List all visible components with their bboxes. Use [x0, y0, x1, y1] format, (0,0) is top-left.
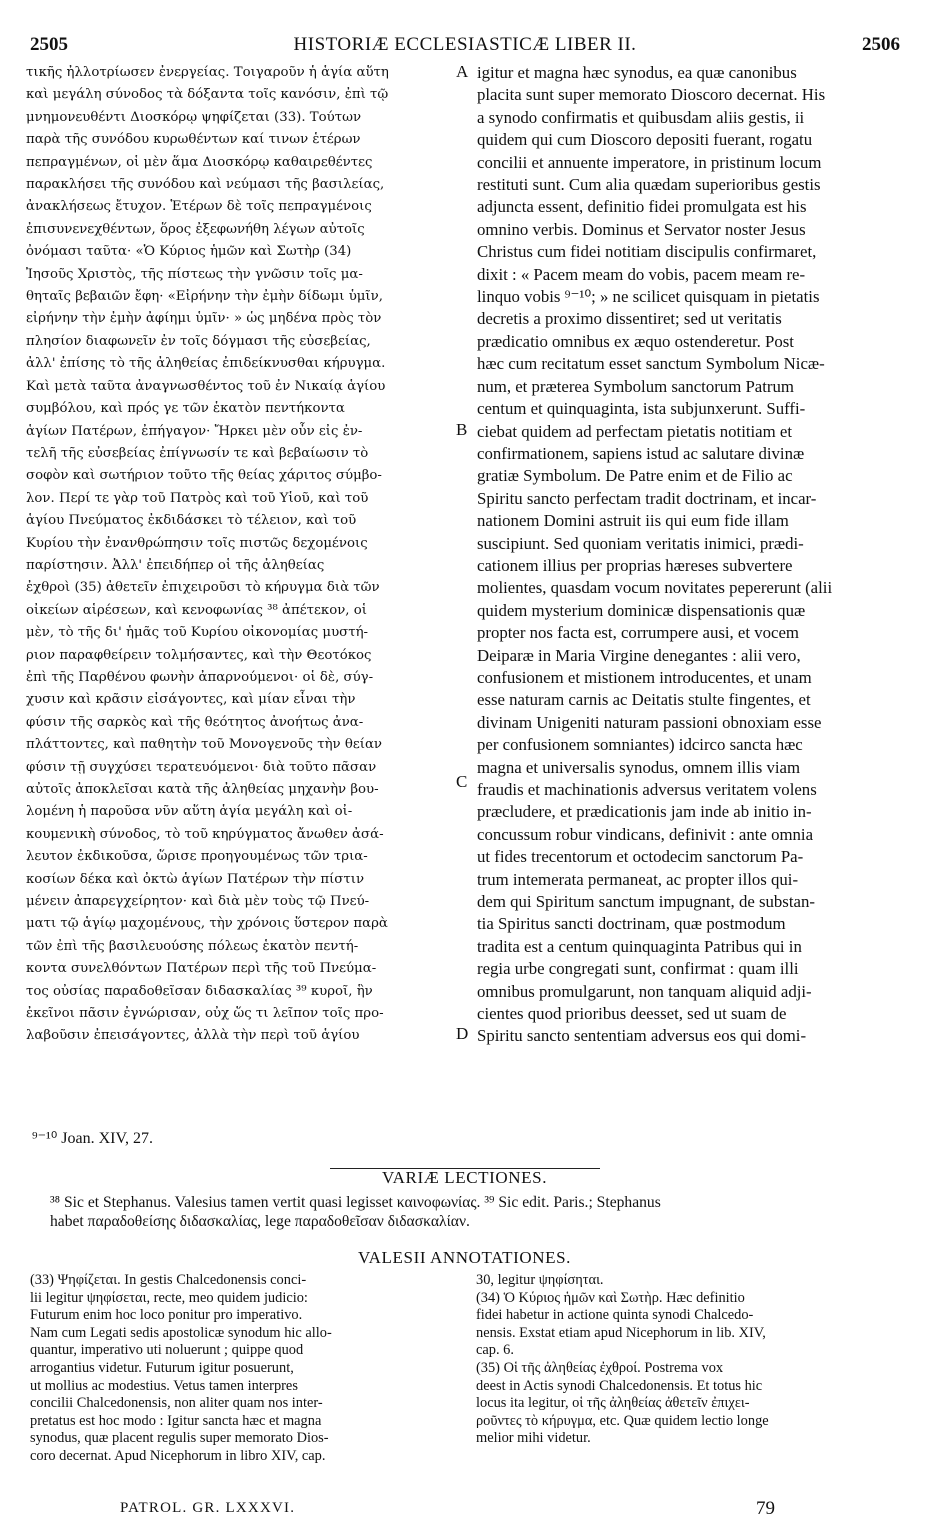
variae-lectiones-text	[50, 1193, 910, 1231]
page-number-right: 2506	[862, 34, 900, 55]
greek-text-line: πεπραγμένων, οἱ μὲν ἅμα Διοσκόρῳ καθαιρεθέντες	[26, 154, 373, 170]
latin-text-line: cientes quod prioribus deesset, sed ut suam de	[477, 1004, 787, 1024]
greek-text-line: ριον παραφθείρειν τολμήσαντες, καὶ τὴν Θεοτόκος	[26, 647, 372, 663]
greek-text-line: λευτον ἐκδικοῦσα, ὥρισε προηγουμένως τῶν τρια-	[26, 849, 368, 865]
greek-text-line: κοντα συνελθόντων Πατέρων περὶ τῆς τοῦ Πνεύμα-	[26, 961, 377, 977]
sheet-number: 79	[756, 1498, 775, 1519]
latin-text-line: placita sunt super memorato Dioscoro decernat. His	[477, 85, 826, 105]
latin-text-line: hæc cum recitatum esset sanctum Symbolum Nicæ-	[477, 354, 825, 374]
greek-text-line: χυσιν καὶ κρᾶσιν εἰσάγοντες, καὶ μίαν εἶναι τὴν	[26, 692, 356, 708]
latin-text-line: restituti sunt. Cum alia quædam superioribus gestis	[477, 175, 821, 195]
greek-text-line: τῶν ἐπὶ τῆς βασιλευούσης πόλεως ἑκατὸν πεντή-	[26, 938, 359, 954]
margin-letter-a: A	[456, 62, 469, 81]
latin-text-line: propter nos facta est, corrumpere ausi, et vocem	[477, 623, 799, 643]
greek-text-line: πλησίον διαφωνεῖν ἐν τοῖς δόγμασι τῆς εὐσεβείας,	[26, 333, 371, 349]
greek-text-line: ἀνακλήσεως ἔτυχον. Ἑτέρων δὲ τοῖς πεπραγμένοις	[26, 199, 372, 215]
latin-text-line: a synodo confirmatis et quibusdam aliis gestis, ii	[477, 107, 805, 127]
greek-text-line: αὐτοῖς ἀποκλεῖσαι κατὰ τῆς ἀληθείας μηχανὴν βου-	[26, 782, 379, 797]
annotation-line: (34) Ὁ Κύριος ἡμῶν καὶ Σωτὴρ. Hæc definitio	[476, 1289, 745, 1306]
latin-text-line: omnino verbis. Dominus et Servator noster Jesus	[477, 219, 806, 239]
margin-letter-d: D	[456, 1024, 469, 1043]
annotation-line: deest in Actis synodi Chalcedonensis. Et totus hic	[476, 1377, 763, 1394]
latin-text-line: concussum robur vindicans, definivit : ante omnia	[477, 824, 814, 844]
greek-text-line: φύσιν τῇ συγχύσει τερατευόμενοι· διὰ τοῦτο πᾶσαν	[26, 759, 377, 775]
latin-text-line: ut fides trecentorum et octodecim sanctorum Pa-	[477, 847, 804, 867]
annotation-line: lii legitur ψηφίσεται, recte, meo quidem judicio:	[30, 1289, 308, 1306]
greek-text-line: ἐπισυνενεχθέντων, ὅρος ἐξεφωνήθη λέγων αὐτοῖς	[26, 221, 365, 237]
latin-text-line: Spiritu sancto perfectam tradit doctrinam, et incar-	[477, 488, 817, 508]
variant-line: habet παραδοθείσης διδασκαλίας, lege παραδοθεῖσαν διδασκαλίαν.	[50, 1213, 470, 1230]
greek-text-line: τελῆ τῆς εὐσεβείας ἐπίγνωσίν τε καὶ βεβαίωσιν τὸ	[26, 445, 369, 461]
latin-text-line: cationem illius per proprias hæreses subvertere	[477, 555, 793, 575]
page-number-left: 2505	[30, 34, 68, 55]
margin-letter-b: B	[456, 420, 468, 439]
greek-text-line: λον. Περί τε γὰρ τοῦ Πατρὸς καὶ τοῦ Υἱοῦ, καὶ τοῦ	[26, 490, 369, 506]
annotation-line: arrogantius videtur. Futurum igitur posuerunt,	[30, 1359, 294, 1376]
annotation-line: ut mollius ac modestius. Vetus tamen interpres	[30, 1377, 298, 1394]
latin-text-line: quidem mysterium dominicæ dispensationis quæ	[477, 600, 806, 620]
latin-text-line: num, et præterea Symbolum sanctorum Patrum	[477, 376, 794, 396]
greek-text-line: τικῆς ἠλλοτρίωσεν ἐνεργείας. Τοιγαροῦν ἡ ἁγία αὕτη	[26, 65, 389, 80]
latin-text-line: decretis a proximo dissentiret; sed ut veritatis	[477, 309, 782, 329]
latin-text-line: quidem qui cum Dioscoro depositi fuerant, rogatu	[477, 130, 813, 150]
annotation-line: locus ita legitur, οἱ τῆς ἀληθείας ἀθετεῖν ἐπιχει-	[476, 1395, 750, 1412]
greek-text-line: μένειν ἀπαρεγχείρητον· καὶ διὰ μὲν τοὺς τῷ Πνεύ-	[26, 894, 370, 910]
greek-text-line: παρίστησιν. Ἀλλ' ἐπειδήπερ οἱ τῆς ἀληθείας	[26, 557, 325, 573]
greek-text-line: μὲν, τὸ τῆς δι' ἡμᾶς τοῦ Κυρίου οἰκονομίας μυστή-	[26, 625, 369, 641]
greek-text-line: θηταῖς βεβαιῶν ἔφη· «Εἰρήνην τὴν ἐμὴν δίδωμι ὑμῖν,	[26, 289, 383, 305]
latin-text-line: suscipiunt. Sed quoniam veritatis inimici, prædi-	[477, 533, 804, 553]
latin-text-line: concilii et annuente imperatore, in pristinum locum	[477, 152, 822, 172]
greek-text-line: σοφὸν καὶ σωτήριον τοῦτο τῆς θείας χάριτος σύμβο-	[26, 468, 382, 484]
annotations-right-column	[476, 1272, 896, 1448]
latin-text-line: tradita est a centum quinquaginta Patribus qui in	[477, 936, 802, 956]
latin-text-line: adjuncta essent, definitio fidei promulgata est his	[477, 197, 807, 217]
greek-text-line: ἁγίου Πνεύματος ἐκδιδάσκει τὸ τέλειον, καὶ τοῦ	[26, 513, 357, 529]
running-header	[30, 34, 900, 60]
scripture-footnote: ⁹⁻¹⁰ Joan. XIV, 27.	[32, 1130, 153, 1147]
greek-text-line: μνημονευθέντι Διοσκόρῳ ψηφίζεται (33). Τούτων	[26, 109, 362, 125]
greek-text-line: ἁγίων Πατέρων, ἐπήγαγον· Ἤρκει μὲν οὖν εἰς ἐν-	[26, 423, 363, 439]
latin-text-line: igitur et magna hæc synodus, ea quæ canonibus	[477, 63, 797, 82]
greek-text-line: παρακλήσει τῆς συνόδου καὶ νεύμασι τῆς βασιλείας,	[26, 177, 385, 193]
greek-text-column	[26, 62, 468, 1048]
volume-signature: PATROL. GR. LXXXVI.	[120, 1500, 296, 1516]
greek-text-line: φύσιν τῆς σαρκὸς καὶ τῆς θεότητος ἀνοήτως ἀνα-	[26, 714, 364, 730]
annotationes-heading: VALESII ANNOTATIONES.	[357, 1248, 572, 1267]
latin-text-line: Spiritu sancto sententiam adversus eos qui domi-	[477, 1026, 807, 1046]
greek-text-line: Ἰησοῦς Χριστὸς, τῆς πίστεως τὴν γνῶσιν τοῖς μα-	[26, 266, 363, 282]
latin-text-line: gratiæ Symbolum. De Patre enim et de Filio ac	[477, 466, 793, 486]
latin-text-line: præcludere, et prædicationis jam inde ab initio in-	[477, 802, 812, 822]
annotation-line: 30, legitur ψηφίσηται.	[476, 1272, 604, 1288]
greek-text-line: εἰρήνην τὴν ἐμὴν ἀφίημι ὑμῖν· » ὡς μηδένα πρὸς τὸν	[26, 311, 382, 327]
greek-text-line: Καὶ μετὰ ταῦτα ἀναγνωσθέντος τοῦ ἐν Νικαίᾳ ἁγίου	[26, 378, 386, 394]
latin-text-line: prædicatio omnibus ex æquo ostenderetur. Post	[477, 331, 794, 351]
greek-text-line: λαβοῦσιν ἐπεισάγοντες, ἀλλὰ τὴν περὶ τοῦ ἁγίου	[26, 1028, 360, 1044]
variant-line: ³⁸ Sic et Stephanus. Valesius tamen vertit quasi legisset καινοφωνίας. ³⁹ Sic edit. Paris.; Stephanus	[50, 1194, 661, 1211]
greek-text-line: ἐκεῖνοι πᾶσιν ἐγνώρισαν, οὐχ ὥς τι λεῖπον τοῖς προ-	[26, 1006, 384, 1022]
greek-text-line: ἀλλ' ἐπίσης τὸ τῆς ἀληθείας ἐπιδείκνυσθαι κήρυγμα.	[26, 356, 386, 372]
annotation-line: (35) Οἱ τῆς ἀληθείας ἐχθροί. Postrema vox	[476, 1359, 724, 1376]
latin-text-line: confirmationem, sapiens istud ac salutare divinæ	[477, 443, 805, 463]
variae-lectiones-heading: VARIÆ LECTIONES.	[381, 1168, 548, 1187]
latin-text-line: linquo vobis ⁹⁻¹⁰; » ne scilicet quisquam in pietatis	[477, 287, 820, 307]
annotation-line: (33) Ψηφίζεται. In gestis Chalcedonensis conci-	[30, 1272, 307, 1288]
greek-text-line: ματι τῷ ἁγίῳ μαχομένους, τὴν χρόνοις ὕστερον παρὰ	[26, 916, 388, 932]
annotation-line: concilii Chalcedonensis, non aliter quam nos inter-	[30, 1395, 323, 1412]
greek-text-line: πλάττοντες, καὶ παθητὴν τοῦ Μονογενοῦς τὴν θείαν	[26, 737, 383, 753]
latin-text-line: trum intemerata permaneat, ac propter illos qui-	[477, 869, 799, 889]
greek-text-line: Κυρίου τὴν ἐνανθρώπησιν τοῖς πιστῶς δεχομένοις	[26, 535, 368, 551]
latin-text-line: molientes, quasdam vocum novitates pepererunt (alii	[477, 578, 833, 598]
annotation-line: cap. 6.	[476, 1342, 514, 1359]
annotation-line: pretatus est hoc modo : Igitur sancta hæc et magna	[30, 1412, 322, 1429]
annotation-line: melior mihi videtur.	[476, 1430, 591, 1447]
annotation-line: nensis. Exstat etiam apud Nicephorum in lib. XIV,	[476, 1324, 766, 1341]
latin-text-line: omnibus promulgarunt, non tanquam aliquid adji-	[477, 981, 812, 1001]
latin-text-line: esse naturam carnis ac Deitatis stulte fingentes, et	[477, 690, 811, 710]
annotation-line: Futurum enim hoc loco ponitur pro imperativo.	[30, 1307, 303, 1324]
latin-text-line: ciebat quidem ad perfectam pietatis notitiam et	[477, 421, 792, 441]
greek-text-line: καὶ μεγάλη σύνοδος τὰ δόξαντα τοῖς κανόσιν, ἐπὶ τῷ	[26, 87, 389, 103]
latin-text-column	[477, 62, 895, 1048]
greek-text-line: παρὰ τῆς συνόδου κυρωθέντων καί τινων ἑτέρων	[26, 132, 361, 148]
latin-text-line: Deiparæ in Maria Virgine denegantes : alii vero,	[477, 645, 801, 665]
greek-text-line: κουμενικὴ σύνοδος, τὸ τοῦ κηρύγματος ἄνωθεν ἀσά-	[26, 826, 384, 842]
latin-text-line: divinam Unigeniti naturam passioni obnoxiam esse	[477, 712, 822, 732]
latin-text-line: dem qui Spiritum sanctum impugnant, de substan-	[477, 892, 815, 912]
latin-text-line: magna et universalis synodus, omnem illis viam	[477, 757, 800, 777]
running-title: HISTORIÆ ECCLESIASTICÆ LIBER II.	[293, 34, 637, 55]
annotation-line: synodus, quæ placent regulis super memorato Dios-	[30, 1430, 329, 1447]
greek-text-line: ὀνόμασι ταῦτα· «Ὁ Κύριος ἡμῶν καὶ Σωτὴρ (34)	[26, 244, 352, 260]
margin-letter-c: C	[456, 772, 468, 791]
greek-text-line: κοσίων δέκα καὶ ὀκτὼ ἁγίων Πατέρων τὴν πίστιν	[26, 871, 365, 887]
greek-text-line: συμβόλου, καὶ πρός γε τῶν ἑκατὸν πεντήκοντα	[26, 401, 345, 417]
latin-text-line: regia urbe congregati sunt, confirmat : quam illi	[477, 959, 799, 979]
annotation-line: Nam cum Legati sedis apostolicæ synodum hic allo-	[30, 1324, 332, 1341]
latin-text-line: confusionem et mistionem introducentes, et unam	[477, 667, 812, 687]
greek-text-line: τος οὐσίας παραδοθεῖσαν διδασκαλίας ³⁹ κυροῖ, ἣν	[26, 983, 373, 999]
greek-text-line: ἐχθροὶ (35) ἀθετεῖν ἐπιχειροῦσι τὸ κήρυγμα διὰ τῶν	[26, 580, 380, 596]
annotations-left-column	[30, 1272, 460, 1466]
latin-text-line: Christus cum fidei notitiam discipulis confirmaret,	[477, 242, 817, 262]
latin-text-line: nationem Domini astruit iis qui eum fide illam	[477, 511, 789, 531]
latin-text-line: tia Spiritus sancti doctrinam, quæ postmodum	[477, 914, 786, 934]
greek-text-line: ἐπὶ τῆς Παρθένου φωνὴν ἀπαρνούμενοι· οἱ δὲ, σύγ-	[26, 669, 374, 685]
annotation-line: quantur, imperativo uti noluerunt ; quippe quod	[30, 1342, 304, 1359]
greek-text-line: λομένη ἡ παροῦσα νῦν αὕτη ἁγία μεγάλη καὶ οἰ-	[26, 804, 353, 820]
latin-text-line: dixit : « Pacem meam do vobis, pacem meam re-	[477, 264, 806, 284]
latin-text-line: per confusionem somniantes) idcirco sancta hæc	[477, 735, 803, 755]
greek-text-line: οἰκείων αἱρέσεων, καὶ κενοφωνίας ³⁸ ἀπέτεκον, οἱ	[26, 602, 367, 618]
annotation-line: coro decernat. Apud Nicephorum in libro XIV, cap.	[30, 1447, 326, 1464]
annotation-line: fidei habetur in actione quinta synodi Chalcedo-	[476, 1307, 754, 1324]
annotation-line: ροῦντες τὸ κήρυγμα, etc. Quæ quidem lectio longe	[476, 1412, 769, 1429]
latin-text-line: centum et quinquaginta, ista subjunxerunt. Suffi-	[477, 399, 806, 419]
latin-text-line: fraudis et machinationis adversus veritatem volens	[477, 780, 817, 799]
